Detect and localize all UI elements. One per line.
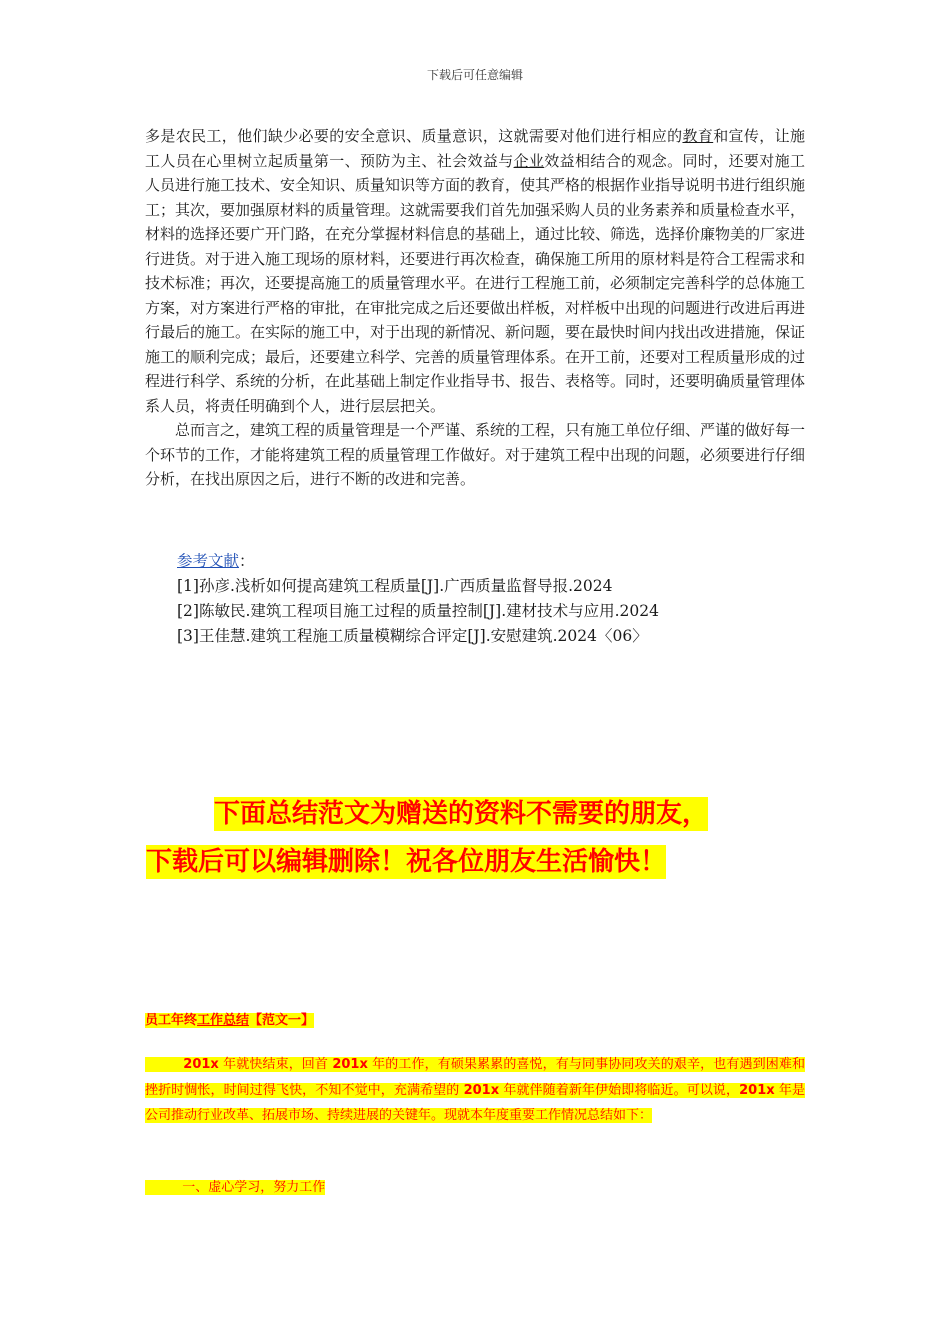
reference-item: [2]陈敏民.建筑工程项目施工过程的质量控制[J].建材技术与应用.2024 xyxy=(177,602,659,620)
body-text xyxy=(145,124,805,492)
body-paragraph-1 xyxy=(145,124,805,418)
references-title-link[interactable]: 参考文献 xyxy=(177,552,240,570)
body-text-segment: 效益相结合的观念。同时，还要对施工人员进行施工技术、安全知识、质量知识等方面的教育，使其严格的根据作业指导说明书进行组织施工；其次，要加强原材料的质量管理。这就需要我们首先加强采购人员的业务素养和质量检查水平，材料的选择还要广开门路，在充分掌握材料信息的基础上，通过比较、筛选，选择价廉物美的厂家进行进货。对于进入施工现场的原材料，还要进行再次检查，确保施工所用的原材料是符合工程需求和技术标准；再次，还要提高施工的质量管理水平。在进行工程施工前，必须制定完善科学的总体施工方案，对方案进行严格的审批，在审批完成之后还要做出样板，对样板中出现的问题进行改进后再进行最后的施工。在实际的施工中，对于出现的新情况、新问题，要在最快时间内找出改进措施，保证施工的顺利完成；最后，还要建立科学、完善的质量管理体系。在开工前，还要对工程质量形成的过程进行科学、系统的分析，在此基础上制定作业指导书、报告、表格等。同时，还要明确质量管理体系人员，将责任明确到个人，进行层层把关。 xyxy=(145,151,806,415)
sample-indent xyxy=(145,1057,183,1072)
sample-title-prefix: 员工年终 xyxy=(145,1013,198,1028)
sample-title-link[interactable]: 工作总结 xyxy=(197,1013,250,1028)
promo-line-2: 下载后可以编辑删除！祝各位朋友生活愉快！ xyxy=(146,847,667,877)
sample-title xyxy=(145,1009,805,1028)
references xyxy=(177,549,797,649)
link-education[interactable]: 教育 xyxy=(682,127,714,145)
body-text-segment: 多是农民工，他们缺少必要的安全意识、质量意识，这就需要对他们进行相应的 xyxy=(145,127,683,145)
year-text: 201x xyxy=(332,1057,368,1072)
sample-title-suffix: 【范文一】 xyxy=(249,1013,315,1028)
year-text: 201x xyxy=(463,1082,500,1098)
sample-text: 年就快结束，回首 xyxy=(218,1057,333,1072)
sample-text: 年是公司推动行业改革、拓展市场、持续进展的关键年。现就本年度重要工作情况总结如下： xyxy=(145,1082,805,1123)
sample-subheading-indent xyxy=(145,1180,182,1195)
body-text-segment: 和宣传，让施工人员在心里树立起质量第一、预防为主、社会效益与 xyxy=(145,127,805,170)
references-title xyxy=(177,549,797,574)
sample-text: 年的工作，有硕果累累的喜悦，有与同事协同攻关的艰辛，也有遇到困难和挫折时惆怅，时间过得飞快，不知不觉中，充满希望的 xyxy=(145,1057,805,1098)
year-text: 201x xyxy=(739,1082,775,1098)
references-title-suffix: ： xyxy=(239,552,255,570)
sample-subheading-text: 一、虚心学习，努力工作 xyxy=(182,1180,326,1195)
sample-paragraph xyxy=(145,1052,805,1129)
page-header: 下载后可任意编辑 xyxy=(426,68,523,82)
reference-item: [1]孙彦.浅析如何提高建筑工程质量[J].广西质量监督导报.2024 xyxy=(177,577,613,595)
link-enterprise[interactable]: 企业 xyxy=(513,151,545,170)
body-paragraph-2: 总而言之，建筑工程的质量管理是一个严谨、系统的工程，只有施工单位仔细、严谨的做好每一个环节的工作，才能将建筑工程的质量管理工作做好。对于建筑工程中出现的问题，必须要进行仔细分析，在找出原因之后，进行不断的改进和完善。 xyxy=(145,421,806,488)
year-text: 201x xyxy=(183,1057,219,1072)
sample-text: 年就伴随着新年伊始即将临近。可以说， xyxy=(499,1082,740,1098)
promo-line-1: 下面总结范文为赠送的资料不需要的朋友， xyxy=(214,799,709,829)
sample-subheading xyxy=(145,1176,805,1195)
reference-item: [3]王佳慧.建筑工程施工质量模糊综合评定[J].安慰建筑.2024〈06〉 xyxy=(177,627,648,645)
